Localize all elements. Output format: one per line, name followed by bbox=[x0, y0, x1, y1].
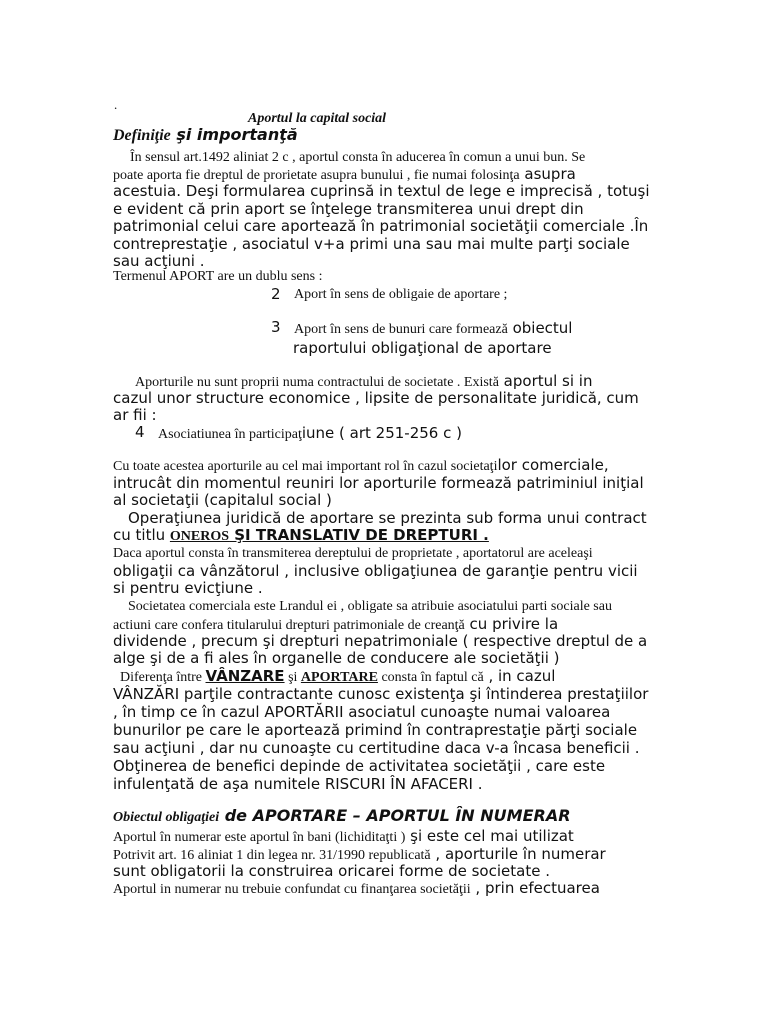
p4-line-1 bbox=[113, 526, 489, 546]
p7-text-a: Diferenţa între bbox=[120, 670, 206, 685]
document-title: Aportul la capital social bbox=[248, 111, 387, 126]
list-item-sans: obiectul bbox=[507, 319, 573, 337]
list-number: 2 bbox=[271, 285, 281, 303]
p3-line-0-serif: Cu toate acestea aporturile au cel mai important rol în cazul societaţi bbox=[113, 459, 498, 474]
termen-line: Termenul APORT are un dublu sens : bbox=[113, 269, 323, 284]
p6-line-3: alge şi de a fi ales în organelle de conducere ale societăţii ) bbox=[113, 649, 560, 667]
heading-sans-part: şi importanţă bbox=[170, 125, 298, 144]
p3-line-1: intrucât din momentul reuniri lor aporturile formează patriminiul iniţial bbox=[113, 474, 644, 492]
section-heading-2 bbox=[113, 807, 571, 827]
list-number: 4 bbox=[135, 423, 145, 441]
p8-line-0-sans: şi este cel mai utilizat bbox=[405, 827, 574, 845]
aportare-label: APORTARE bbox=[300, 670, 378, 685]
p6-line-2: dividende , precum şi drepturi nepatrimoniale ( respective dreptul de a bbox=[113, 632, 648, 650]
p8-line-2: sunt obligatorii la construirea oricarei forme de societate . bbox=[113, 862, 550, 880]
p1-line-3: e evident că prin aport se înţelege transmiterea unui drept din bbox=[113, 200, 584, 218]
p2-line-0-sans: aportul si in bbox=[498, 372, 593, 390]
p7-line-1: VÂNZĂRI parţile contractante cunosc existenţa şi întinderea prestaţiilor bbox=[113, 685, 649, 703]
p2-line-1: cazul unor structure economice , lipsite de personalitate juridică, cum bbox=[113, 389, 639, 407]
p5-line-1: obligaţii ca vânzătorul , inclusive obligaţiunea de garanţie pentru vicii bbox=[113, 562, 638, 580]
list2-item-serif: Asociatiunea în participaţ bbox=[158, 427, 302, 442]
p7-line-4: sau acţiuni , dar nu cunoaşte cu certitudine daca v-a încasa beneficii . bbox=[113, 739, 640, 757]
p8-line-3 bbox=[113, 879, 600, 899]
p7-line-3: bunurilor pe care le aportează primind în contraprestaţie părţi sociale bbox=[113, 721, 638, 739]
p1-line-0-serif: În sensul art.1492 aliniat 2 c , aportul consta în aducerea în comun a unui bun. Se bbox=[130, 150, 586, 165]
section-heading bbox=[113, 126, 298, 145]
p7-line-0 bbox=[120, 667, 555, 687]
p8-line-1-serif: Potrivit art. 16 aliniat 1 din legea nr. 31/1990 republicată bbox=[113, 848, 431, 863]
p2-line-2: ar fii : bbox=[113, 406, 157, 424]
p1-line-6: sau acţiuni . bbox=[113, 252, 205, 270]
p7-line-6: infulenţată de aşa numitele RISCURI ÎN AFACERI . bbox=[113, 775, 483, 793]
heading-serif-part: Definiţie bbox=[113, 127, 171, 144]
list-number: 3 bbox=[271, 318, 281, 336]
p6-line-0: Societatea comerciala este Lrandul ei , obligate sa atribuie asociatului parti sociale sau bbox=[128, 599, 612, 614]
list-item-continuation: raportului obligaţional de aportare bbox=[293, 339, 552, 357]
list-item-text: Aport în sens de obligaie de aportare ; bbox=[294, 287, 508, 302]
p4-line-1-sans: cu titlu bbox=[113, 526, 170, 544]
heading2-sans-part: de APORTARE – APORTUL ÎN NUMERAR bbox=[219, 806, 571, 825]
p6-line-1-serif: actiuni care confera titularului drepturi patrimoniale de creanţă bbox=[113, 618, 465, 633]
list-item-serif: Aport în sens de bunuri care formează bbox=[294, 322, 508, 337]
p2-line-0-serif: Aporturile nu sunt proprii numa contractului de societate . Există bbox=[135, 375, 499, 390]
p3-line-2: al societaţii (capitalul social ) bbox=[113, 491, 332, 509]
p8-line-0-serif: Aportul în numerar este aportul în bani (lichiditaţti ) bbox=[113, 830, 406, 845]
p1-line-4: patrimonial celui care aportează în patrimonial societăţii comerciale .În bbox=[113, 217, 649, 235]
p5-line-2: si pentru evicţiune . bbox=[113, 579, 263, 597]
p7-line-2: , în timp ce în cazul APORTĂRII asociatul cunoaşte numai valoarea bbox=[113, 703, 611, 721]
p5-line-0: Daca aportul consta în transmiterea dereptului de proprietate , aportatorul are aceleaşi bbox=[113, 546, 593, 561]
list2-item-text bbox=[158, 424, 462, 444]
oneros-label: ONEROS bbox=[169, 529, 230, 544]
p1-line-5: contreprestaţie , asociatul v+a primi una sau mai multe parţi sociale bbox=[113, 235, 630, 253]
list-item-text bbox=[294, 319, 572, 339]
p7-text-c: şi bbox=[284, 670, 301, 685]
vanzare-label: VÂNZARE bbox=[205, 667, 285, 685]
p7-text-f: , in cazul bbox=[483, 667, 556, 685]
p8-line-3-serif: Aportul in numerar nu trebuie confundat cu finanţarea societăţii bbox=[113, 882, 471, 897]
p7-text-e: consta în faptul că bbox=[377, 670, 484, 685]
p8-line-1-sans: , aporturile în numerar bbox=[430, 845, 606, 863]
p8-line-0 bbox=[113, 827, 574, 847]
p8-line-3-sans: , prin efectuarea bbox=[470, 879, 600, 897]
p1-line-1-sans: asupra bbox=[519, 165, 576, 183]
translativ-label: ŞI TRANSLATIV DE DREPTURI . bbox=[229, 526, 489, 544]
p1-line-0 bbox=[130, 147, 585, 167]
p3-line-0-sans: lor comerciale, bbox=[497, 456, 609, 474]
stray-dot: . bbox=[114, 97, 118, 112]
p3-line-0 bbox=[113, 456, 609, 476]
p1-line-2: acestuia. Deşi formularea cuprinsă in textul de lege e imprecisă , totuşi bbox=[113, 182, 650, 200]
heading2-serif-part: Obiectul obligaţiei bbox=[113, 810, 220, 825]
list2-item-sans: iune ( art 251-256 c ) bbox=[301, 424, 462, 442]
p6-line-1-sans: cu privire la bbox=[464, 615, 559, 633]
p7-line-5: Obţinerea de benefici depinde de activitatea societăţii , care este bbox=[113, 757, 606, 775]
p1-line-1-serif: poate aporta fie dreptul de prorietate asupra bunului , fie numai folosinţa bbox=[113, 168, 520, 183]
p4-line-0: Operaţiunea juridică de aportare se prezinta sub forma unui contract bbox=[128, 509, 647, 527]
